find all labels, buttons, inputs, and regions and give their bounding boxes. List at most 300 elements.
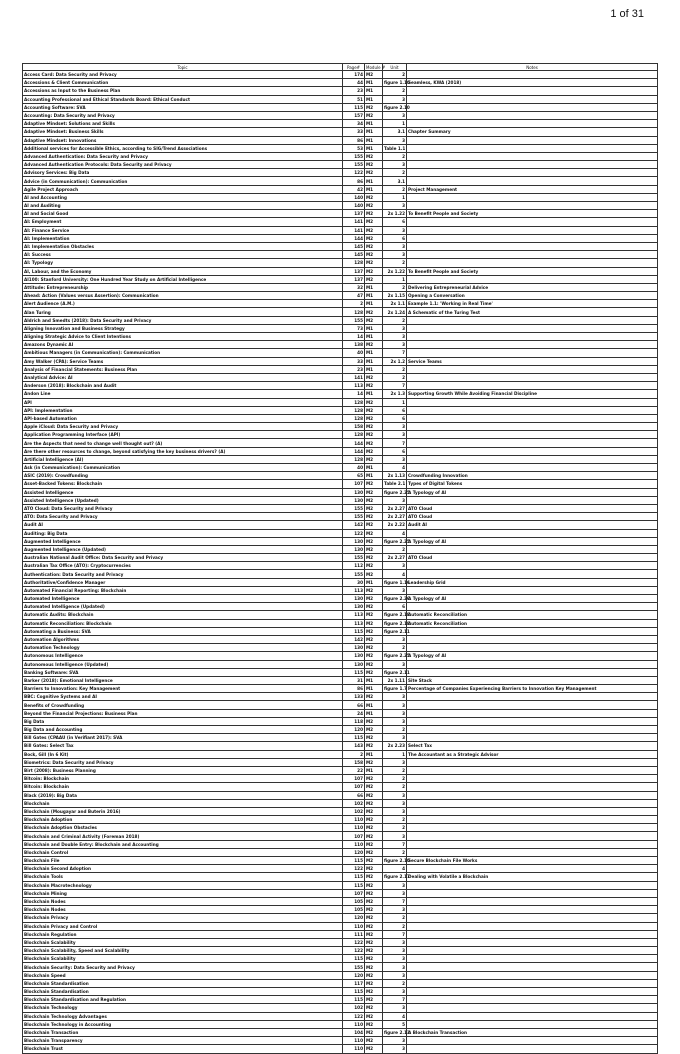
cell-page: 33: [343, 357, 365, 365]
table-row: [23, 603, 658, 611]
cell-module: M1: [365, 185, 383, 193]
cell-topic: Audit AI: [23, 521, 343, 529]
cell-notes: [407, 324, 658, 332]
cell-notes: [407, 545, 658, 553]
cell-page: 158: [343, 423, 365, 431]
cell-unit: 2: [383, 914, 407, 922]
cell-notes: Automatic Reconciliation: [407, 619, 658, 627]
cell-unit: figure 1.10: [384, 80, 410, 86]
cell-page: 22: [343, 766, 365, 774]
cell-unit: 3: [383, 709, 407, 717]
cell-module: M2: [365, 218, 383, 226]
cell-unit: 3: [383, 136, 407, 144]
cell-unit: 1: [383, 275, 407, 283]
cell-topic: Adaptive Mindset: Business Skills: [23, 128, 343, 136]
cell-topic: Blockchain (Mougayar and Buterin 2016): [23, 807, 343, 815]
cell-notes: [407, 71, 658, 79]
cell-unit: figure 1.16: [384, 579, 410, 585]
cell-topic: Autonomous Intelligence: [23, 652, 343, 660]
cell-module: M2: [365, 938, 383, 946]
table-row: [23, 251, 658, 259]
cell-notes: [407, 979, 658, 987]
cell-unit: figure 2.25: [384, 653, 410, 659]
cell-notes: [407, 406, 658, 414]
cell-notes: A Typology of AI: [407, 595, 658, 603]
cell-page: 111: [343, 930, 365, 938]
table-row: [23, 660, 658, 668]
cell-notes: [407, 1045, 658, 1053]
cell-topic: Auditing: Big Data: [23, 529, 343, 537]
table-row: [23, 947, 658, 955]
cell-notes: [407, 496, 658, 504]
cell-page: 40: [343, 349, 365, 357]
cell-topic: API: Implementation: [23, 406, 343, 414]
cell-notes: [407, 177, 658, 185]
cell-topic: Application Programming Interface (API): [23, 431, 343, 439]
cell-module: M2: [365, 431, 383, 439]
cell-page: 122: [343, 938, 365, 946]
cell-module: M2: [365, 791, 383, 799]
cell-page: 155: [343, 963, 365, 971]
table-row: [23, 807, 658, 815]
cell-topic: API: [23, 398, 343, 406]
table-row: [23, 545, 658, 553]
table-row: [23, 652, 658, 660]
header-unit: Unit: [383, 64, 407, 71]
table-row: [23, 267, 658, 275]
cell-notes: [407, 897, 658, 905]
table-row: [23, 685, 658, 693]
cell-notes: [407, 218, 658, 226]
cell-module: M1: [365, 283, 383, 291]
cell-unit: 3: [383, 111, 407, 119]
cell-unit: 3: [383, 971, 407, 979]
table-row: [23, 578, 658, 586]
cell-module: M2: [365, 832, 383, 840]
table-row: [23, 120, 658, 128]
cell-topic: Access Card: Data Security and Privacy: [23, 71, 343, 79]
cell-module: M2: [365, 840, 383, 848]
cell-module: M1: [365, 472, 383, 480]
cell-module: M2: [365, 152, 383, 160]
cell-topic: ASIC (2019): Crowdfunding: [23, 472, 343, 480]
cell-unit: 2x 2.23: [383, 742, 407, 750]
cell-unit: 3: [383, 251, 407, 259]
cell-module: M2: [365, 316, 383, 324]
table-row: [23, 783, 658, 791]
table-row: [23, 824, 658, 832]
cell-unit: 3: [383, 1037, 407, 1045]
cell-topic: AI: Success: [23, 251, 343, 259]
cell-page: 142: [343, 521, 365, 529]
cell-module: M2: [365, 71, 383, 79]
cell-topic: Blockchain Tools: [23, 873, 343, 881]
cell-notes: [407, 144, 658, 152]
cell-unit: 2x 1.1: [383, 300, 407, 308]
cell-module: M2: [365, 251, 383, 259]
cell-notes: [407, 988, 658, 996]
table-row: [23, 562, 658, 570]
table-row: [23, 218, 658, 226]
table-row: [23, 595, 658, 603]
cell-notes: [407, 136, 658, 144]
table-row: [23, 848, 658, 856]
cell-module: M2: [365, 169, 383, 177]
cell-unit: figure 2.25: [384, 489, 410, 495]
table-row: [23, 644, 658, 652]
cell-unit: 6: [383, 447, 407, 455]
cell-module: M2: [365, 930, 383, 938]
table-row: [23, 398, 658, 406]
table-row: [23, 709, 658, 717]
cell-module: M2: [365, 857, 383, 865]
cell-module: M2: [365, 807, 383, 815]
cell-unit: 2x 1.22: [383, 267, 407, 275]
cell-topic: Blockchain File: [23, 857, 343, 865]
cell-unit: 2: [383, 373, 407, 381]
cell-topic: Authentication: Data Security and Privacy: [23, 570, 343, 578]
cell-topic: AI, Labour, and the Economy: [23, 267, 343, 275]
cell-page: 155: [343, 554, 365, 562]
cell-unit: 2x 1.15: [383, 292, 407, 300]
cell-page: 115: [343, 988, 365, 996]
cell-unit: 2: [383, 766, 407, 774]
cell-notes: [407, 1012, 658, 1020]
cell-module: M2: [365, 889, 383, 897]
cell-topic: Barker (2018): Emotional Intelligence: [23, 676, 343, 684]
cell-module: M2: [365, 881, 383, 889]
cell-notes: ATO Cloud: [407, 513, 658, 521]
cell-unit: 7: [383, 996, 407, 1004]
cell-module: M2: [365, 668, 383, 676]
cell-page: 130: [343, 603, 365, 611]
cell-page: 115: [343, 881, 365, 889]
cell-topic: Automated Intelligence: [23, 595, 343, 603]
cell-page: 104: [343, 1028, 365, 1036]
cell-unit: 3: [383, 955, 407, 963]
cell-notes: [407, 734, 658, 742]
table-row: [23, 308, 658, 316]
cell-topic: Automatic Audits: Blockchain: [23, 611, 343, 619]
cell-topic: Blockchain Standardisation: [23, 988, 343, 996]
table-row: [23, 447, 658, 455]
cell-unit: 1: [383, 120, 407, 128]
cell-unit: 6: [383, 218, 407, 226]
cell-module: M2: [365, 275, 383, 283]
cell-unit: Table 1.1: [384, 145, 406, 151]
cell-page: 155: [343, 316, 365, 324]
cell-module: M2: [365, 1004, 383, 1012]
cell-unit: 3: [383, 988, 407, 996]
table-row: [23, 906, 658, 914]
cell-topic: Bill Gates: Select Tax: [23, 742, 343, 750]
cell-page: 128: [343, 406, 365, 414]
cell-module: M2: [365, 513, 383, 521]
cell-topic: Augmented Intelligence (Updated): [23, 545, 343, 553]
cell-notes: Site Stack: [407, 676, 658, 684]
cell-unit: 2x 2.22: [383, 521, 407, 529]
cell-module: M2: [365, 586, 383, 594]
cell-unit: 5: [383, 1020, 407, 1028]
cell-notes: [407, 938, 658, 946]
table-row: [23, 734, 658, 742]
cell-notes: [407, 95, 658, 103]
cell-notes: Select Tax: [407, 742, 658, 750]
cell-page: 115: [343, 996, 365, 1004]
cell-unit: 3: [383, 1004, 407, 1012]
cell-module: M2: [365, 635, 383, 643]
cell-notes: [407, 914, 658, 922]
cell-module: M2: [365, 873, 383, 881]
cell-page: 128: [343, 455, 365, 463]
cell-unit: 2x 2.27: [383, 504, 407, 512]
cell-module: M2: [365, 406, 383, 414]
cell-unit: 3: [383, 799, 407, 807]
cell-notes: Audit AI: [407, 521, 658, 529]
cell-notes: [407, 816, 658, 824]
cell-module: M2: [365, 1037, 383, 1045]
cell-unit: 6: [383, 414, 407, 422]
cell-topic: Apple iCloud: Data Security and Privacy: [23, 423, 343, 431]
cell-topic: Accounting Software: SVA: [23, 103, 343, 111]
cell-module: M1: [365, 128, 383, 136]
cell-page: 120: [343, 971, 365, 979]
cell-topic: Blockchain Macrotechnology: [23, 881, 343, 889]
cell-notes: Project Management: [407, 185, 658, 193]
cell-notes: [407, 824, 658, 832]
cell-notes: [407, 889, 658, 897]
cell-page: 102: [343, 807, 365, 815]
table-row: [23, 144, 658, 152]
cell-page: 66: [343, 701, 365, 709]
cell-page: 107: [343, 832, 365, 840]
cell-page: 86: [343, 136, 365, 144]
table-row: [23, 488, 658, 496]
cell-topic: API-based Automation: [23, 414, 343, 422]
cell-unit: 3: [383, 341, 407, 349]
cell-page: 86: [343, 177, 365, 185]
cell-notes: [407, 963, 658, 971]
cell-page: 155: [343, 504, 365, 512]
table-row: [23, 668, 658, 676]
table-row: [23, 586, 658, 594]
cell-topic: Advisory Services: Big Data: [23, 169, 343, 177]
cell-topic: Adaptive Mindset: Innovations: [23, 136, 343, 144]
table-row: [23, 333, 658, 341]
table-row: [23, 128, 658, 136]
cell-notes: [407, 570, 658, 578]
cell-unit: 4: [383, 529, 407, 537]
table-row: [23, 1020, 658, 1028]
table-row: [23, 717, 658, 725]
cell-unit: 3: [383, 496, 407, 504]
cell-notes: [407, 791, 658, 799]
cell-notes: [407, 947, 658, 955]
cell-topic: Ask (in Communication): Communication: [23, 464, 343, 472]
cell-topic: Blockchain Standardisation: [23, 979, 343, 987]
cell-unit: 3: [383, 324, 407, 332]
cell-module: M2: [365, 242, 383, 250]
cell-module: M2: [365, 758, 383, 766]
table-header-row: [23, 64, 658, 71]
cell-unit: 6: [383, 603, 407, 611]
cell-notes: [407, 693, 658, 701]
cell-page: 102: [343, 799, 365, 807]
cell-notes: [407, 382, 658, 390]
cell-notes: [407, 316, 658, 324]
cell-page: 155: [343, 570, 365, 578]
cell-module: M1: [365, 79, 383, 87]
cell-module: M1: [365, 87, 383, 95]
cell-module: M1: [365, 464, 383, 472]
table-row: [23, 897, 658, 905]
cell-unit: Table 2.1: [384, 481, 406, 487]
table-row: [23, 554, 658, 562]
cell-unit: 4: [383, 865, 407, 873]
cell-notes: [407, 398, 658, 406]
cell-module: M2: [365, 570, 383, 578]
table-row: [23, 177, 658, 185]
cell-page: 65: [343, 472, 365, 480]
cell-module: M2: [365, 529, 383, 537]
cell-topic: Automated Intelligence (Updated): [23, 603, 343, 611]
cell-unit: 2: [383, 87, 407, 95]
cell-module: M1: [365, 701, 383, 709]
cell-topic: Accessions as Input to the Business Plan: [23, 87, 343, 95]
cell-topic: Blockchain and Criminal Activity (Foreman 2018): [23, 832, 343, 840]
cell-notes: [407, 881, 658, 889]
cell-notes: A Typology of AI: [407, 537, 658, 545]
cell-notes: Chapter Summary: [407, 128, 658, 136]
cell-notes: [407, 660, 658, 668]
cell-notes: [407, 333, 658, 341]
cell-module: M2: [365, 693, 383, 701]
cell-notes: [407, 766, 658, 774]
table-row: [23, 431, 658, 439]
cell-topic: Advanced Authentication: Data Security and Privacy: [23, 152, 343, 160]
cell-notes: Automatic Reconciliation: [407, 611, 658, 619]
cell-module: M2: [365, 897, 383, 905]
table-row: [23, 79, 658, 87]
cell-unit: figure 2.26: [384, 596, 410, 602]
cell-unit: 3: [383, 938, 407, 946]
cell-topic: Additional services for Accessible Ethics, according to SIG/Trend Associations: [23, 144, 343, 152]
table-row: [23, 161, 658, 169]
cell-notes: [407, 349, 658, 357]
table-row: [23, 758, 658, 766]
cell-unit: 2: [383, 152, 407, 160]
cell-unit: 2: [383, 185, 407, 193]
cell-topic: Blockchain Security: Data Security and Privacy: [23, 963, 343, 971]
cell-unit: figure 2.13: [384, 1030, 410, 1036]
table-row: [23, 259, 658, 267]
cell-notes: [407, 701, 658, 709]
cell-notes: ATO Cloud: [407, 554, 658, 562]
cell-topic: AI100: Stanford University: One Hundred Year Study on Artificial Intelligence: [23, 275, 343, 283]
cell-module: M2: [365, 717, 383, 725]
cell-module: M1: [365, 324, 383, 332]
table-row: [23, 766, 658, 774]
cell-page: 117: [343, 979, 365, 987]
cell-unit: 1: [383, 193, 407, 201]
cell-module: M1: [365, 390, 383, 398]
cell-notes: [407, 865, 658, 873]
cell-page: 122: [343, 947, 365, 955]
cell-topic: Accessions & Client Communication: [23, 79, 343, 87]
table-row: [23, 357, 658, 365]
cell-page: 23: [343, 365, 365, 373]
cell-unit: 3: [383, 881, 407, 889]
cell-notes: [407, 431, 658, 439]
cell-page: 86: [343, 685, 365, 693]
cell-unit: 2: [383, 259, 407, 267]
table-row: [23, 324, 658, 332]
cell-unit: figure 1.7: [384, 686, 407, 692]
cell-topic: Blockchain Adoption Obstacles: [23, 824, 343, 832]
cell-notes: [407, 586, 658, 594]
cell-page: 40: [343, 464, 365, 472]
cell-notes: [407, 464, 658, 472]
cell-topic: Biometrics: Data Security and Privacy: [23, 758, 343, 766]
cell-module: M2: [365, 202, 383, 210]
cell-unit: 3.1: [383, 177, 407, 185]
cell-module: M1: [365, 95, 383, 103]
cell-unit: 2: [383, 726, 407, 734]
cell-module: M2: [365, 1028, 383, 1036]
cell-notes: [407, 807, 658, 815]
cell-module: M2: [365, 1020, 383, 1028]
cell-unit: 3: [383, 586, 407, 594]
cell-notes: Example 1.1: 'Working in Real Time': [407, 300, 658, 308]
cell-topic: Assisted Intelligence: [23, 488, 343, 496]
table-row: [23, 1012, 658, 1020]
cell-notes: [407, 668, 658, 676]
cell-module: M2: [365, 988, 383, 996]
cell-page: 115: [343, 734, 365, 742]
cell-topic: Blockchain Regulation: [23, 930, 343, 938]
cell-page: 113: [343, 382, 365, 390]
cell-module: M1: [365, 365, 383, 373]
cell-topic: Aldrich and Smedts (2018): Data Security and Privacy: [23, 316, 343, 324]
cell-unit: 3: [383, 734, 407, 742]
table-row: [23, 185, 658, 193]
cell-page: 174: [343, 71, 365, 79]
cell-notes: The Accountant as a Strategic Advisor: [407, 750, 658, 758]
cell-unit: 2: [383, 824, 407, 832]
table-row: [23, 873, 658, 881]
cell-topic: Blockchain Nodes: [23, 906, 343, 914]
cell-page: 102: [343, 1004, 365, 1012]
cell-unit: 3: [383, 701, 407, 709]
cell-notes: [407, 1020, 658, 1028]
cell-unit: 2x 1.2: [383, 357, 407, 365]
cell-page: 110: [343, 1037, 365, 1045]
cell-unit: 2x 1.24: [383, 308, 407, 316]
cell-notes: [407, 775, 658, 783]
cell-module: M2: [365, 726, 383, 734]
cell-notes: [407, 169, 658, 177]
cell-module: M2: [365, 504, 383, 512]
cell-page: 110: [343, 1020, 365, 1028]
table-row: [23, 234, 658, 242]
cell-notes: [407, 1004, 658, 1012]
cell-page: 145: [343, 242, 365, 250]
table-row: [23, 292, 658, 300]
cell-page: 23: [343, 87, 365, 95]
cell-module: M2: [365, 906, 383, 914]
cell-topic: Automatic Reconciliation: Blockchain: [23, 619, 343, 627]
table-row: [23, 881, 658, 889]
